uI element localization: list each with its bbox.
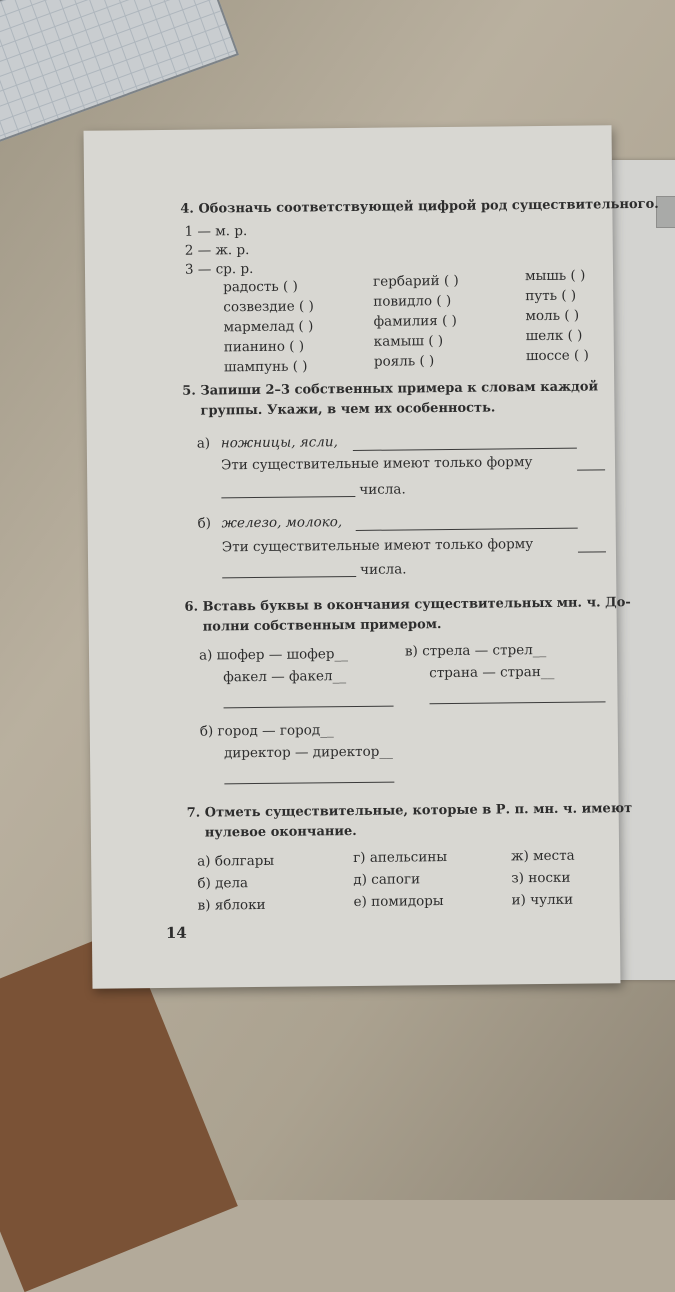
- task6-v2: страна — стран__: [429, 663, 555, 682]
- task7-option: з) носки: [511, 869, 571, 887]
- task7-option: е) помидоры: [353, 893, 444, 911]
- answer-line: [221, 496, 355, 498]
- task5-b-label: б): [197, 515, 212, 532]
- task5-title: 5. Запиши 2–3 собственных примера к словам каждой: [182, 379, 599, 399]
- task5-a-words: ножницы, ясли,: [220, 434, 338, 452]
- task6-b1: б) город — город__: [199, 722, 334, 740]
- task4-word: моль ( ): [525, 307, 580, 325]
- task7-option: и) чулки: [511, 891, 574, 909]
- task7-title-line2: нулевое окончание.: [204, 823, 357, 841]
- task6-a2: факел — факел__: [223, 668, 347, 686]
- task4-word: шелк ( ): [525, 327, 583, 345]
- answer-line: [224, 706, 394, 709]
- task7-option: ж) места: [511, 847, 575, 865]
- task4-word: мышь ( ): [524, 267, 586, 285]
- task5-b-words: железо, молоко,: [221, 514, 343, 532]
- answer-line: [356, 528, 578, 531]
- task4-legend-1: 1 — м. р.: [184, 223, 248, 240]
- task4-word: шампунь ( ): [223, 358, 308, 376]
- task7-option: а) болгары: [197, 852, 275, 870]
- workbook-page: [84, 125, 659, 988]
- next-page-edge: [612, 160, 675, 980]
- task4-word: пианино ( ): [223, 338, 305, 356]
- answer-line: [430, 701, 606, 704]
- answer-line: [224, 782, 394, 785]
- task7-option: б) дела: [197, 875, 249, 892]
- answer-line: [222, 576, 356, 578]
- task7-option: д) сапоги: [353, 871, 421, 889]
- task6-title-line2: полни собственным примером.: [202, 617, 442, 635]
- task4-word: путь ( ): [525, 287, 577, 305]
- task4-word: радость ( ): [223, 278, 298, 296]
- next-page-box: [656, 196, 675, 228]
- task6-title: 6. Вставь буквы в окончания существительных мн. ч. До-: [184, 595, 631, 615]
- task4-legend-3: 3 — ср. р.: [184, 261, 254, 278]
- page-number: 14: [165, 923, 187, 942]
- task7-option: г) апельсины: [353, 849, 448, 867]
- task4-title: 4. Обозначь соответствующей цифрой род существительного.: [180, 196, 659, 217]
- task5-title-line2: группы. Укажи, в чем их особенность.: [200, 400, 496, 419]
- task4-word: повидло ( ): [373, 292, 452, 310]
- task4-word: созвездие ( ): [223, 298, 314, 316]
- task4-word: шоссе ( ): [525, 347, 589, 365]
- task6-b2: директор — директор__: [223, 743, 393, 762]
- task4-word: камыш ( ): [373, 333, 444, 350]
- task7-title: 7. Отметь существительные, которые в Р. п. мн. ч. имеют: [186, 801, 633, 821]
- task6-v1: в) стрела — стрел__: [404, 641, 547, 660]
- answer-line: [577, 469, 605, 470]
- task6-a1: а) шофер — шофер__: [198, 646, 349, 664]
- task4-word: фамилия ( ): [373, 312, 457, 330]
- task4-word: мармелад ( ): [223, 318, 314, 336]
- task4-word: гербарий ( ): [373, 272, 459, 290]
- answer-line: [353, 448, 577, 451]
- task5-b-text: Эти существительные имеют только форму: [221, 536, 534, 556]
- task4-legend-2: 2 — ж. р.: [184, 242, 250, 259]
- task5-a-text: Эти существительные имеют только форму: [220, 454, 533, 474]
- task5-b-end: числа.: [360, 561, 407, 578]
- task7-option: в) яблоки: [197, 896, 266, 914]
- task5-a-label: а): [196, 435, 211, 452]
- task5-a-end: числа.: [359, 481, 406, 498]
- answer-line: [578, 551, 606, 552]
- task4-word: рояль ( ): [373, 353, 435, 370]
